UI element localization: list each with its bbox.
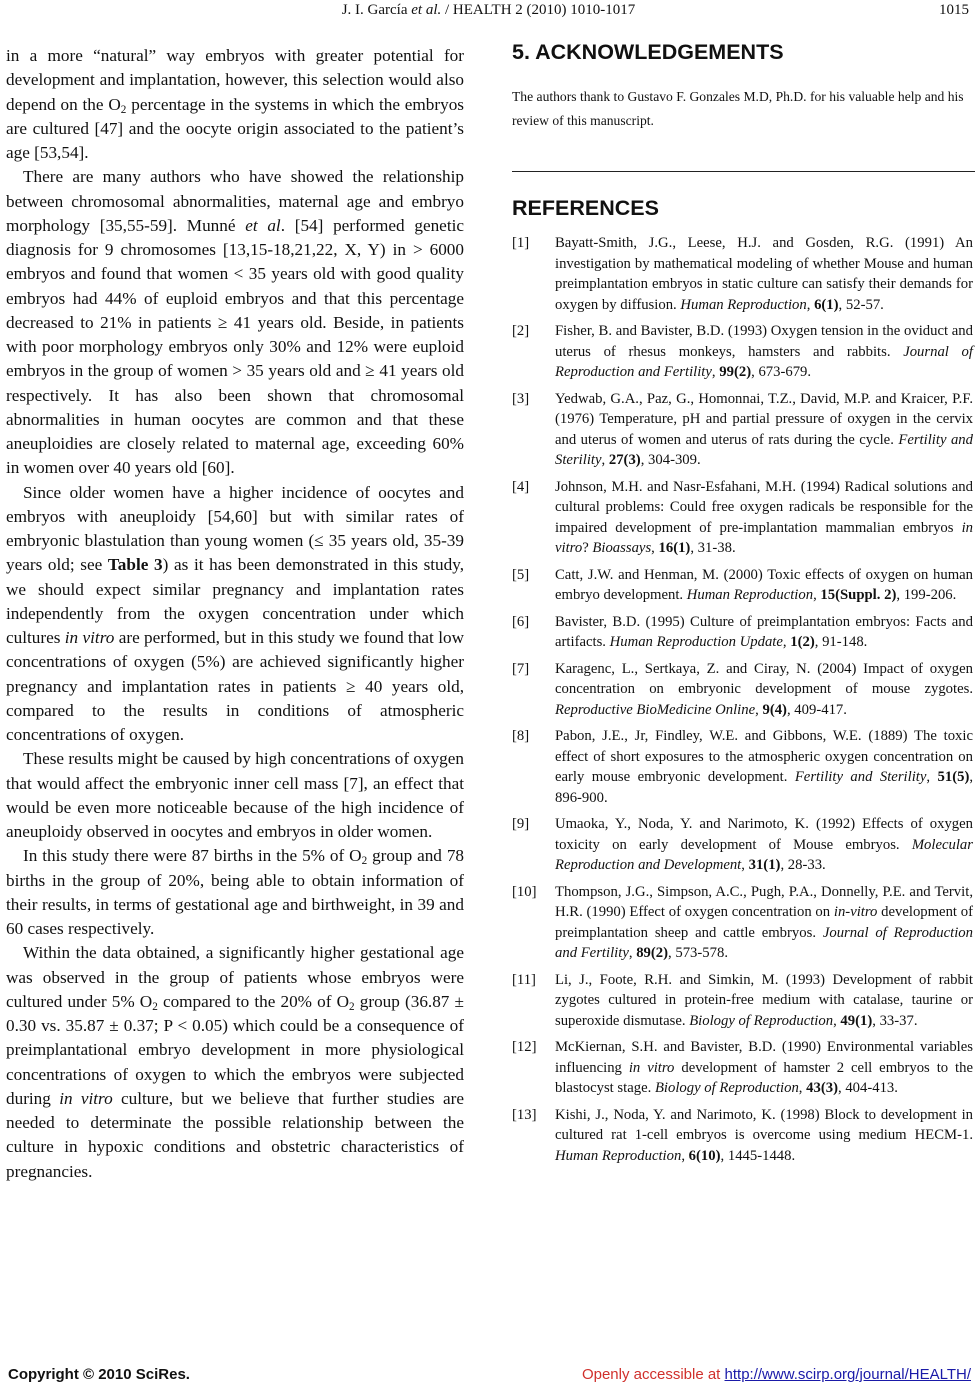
reference-text: Yedwab, G.A., Paz, G., Homonnai, T.Z., David, M.P. and Kraicer, P.F. (1976) Temperature, pH and partial pressure of oxygen in the cervix and uterus of women and uterus of rats during the cycle. Fertility and Sterility, 27(3), 304-309.	[555, 390, 973, 468]
page-number: 1015	[939, 2, 969, 18]
reference-text: McKiernan, S.H. and Bavister, B.D. (1990) Environmental variables influencing in vitro development of hamster 2 cell embryos to the blastocyst stage. Biology of Reproduction, 43(3), 404-413.	[555, 1039, 974, 1096]
body-paragraph: There are many authors who have showed the relationship between chromosomal abnormalities, maternal age and embryo morphology [35,55-59]. Munné et al. [54] performed genetic diagnosis for 9 chromosomes [13,15-18,21,22, X, Y) in > 6000 embryos and found that women < 35 years old with good quality embryos had 44% of euploid embryos and that this percentage decreased to 21% in patients ≥ 41 years old. Beside, in patients with poor morphology embryos only 30% and 12% were euploid embryos in the group of women > 35 years old and ≥ 41 years old respectively. It has also been shown that chromosomal abnormalities in human oocytes are common and that these aneuploidies are closely related to maternal age, exceeding 60% in women over 40 years old [60].	[6, 167, 464, 478]
reference-text: Bayatt-Smith, J.G., Leese, H.J. and Gosden, R.G. (1991) An investigation by mathematical modeling of whether Mouse and human preimplantation embryos in static culture can satisfy their demands for oxygen by diffusion. Human Reproduction, 6(1), 52-57.	[555, 235, 973, 313]
reference-item	[512, 389, 973, 471]
reference-list	[512, 233, 973, 1166]
body-paragraph: These results might be caused by high concentrations of oxygen that would affect the embryonic inner cell mass [7], an effect that would be even more noticeable because of the high incidence of aneuploidy observed in oocytes and embryos in older women.	[6, 749, 464, 841]
copyright-notice: Copyright © 2010 SciRes.	[8, 1366, 190, 1383]
reference-number: [1]	[512, 235, 530, 251]
section-divider	[512, 171, 975, 172]
reference-text: Pabon, J.E., Jr, Findley, W.E. and Gibbons, W.E. (1889) The toxic effect of short exposures to the atmospheric oxygen concentration on early mouse embryonic development. Fertility and Sterility, 51(5), 896-900.	[555, 728, 974, 806]
reference-text: Karagenc, L., Sertkaya, Z. and Ciray, N. (2004) Impact of oxygen concentration on embryonic development of mouse zygotes. Reproductive BioMedicine Online, 9(4), 409-417.	[555, 660, 973, 718]
left-column	[6, 44, 464, 1184]
journal-link[interactable]: http://www.scirp.org/journal/HEALTH/	[724, 1366, 971, 1383]
reference-number: [4]	[512, 478, 530, 495]
reference-item	[512, 565, 973, 606]
reference-item	[512, 814, 973, 876]
reference-item	[512, 321, 973, 383]
body-paragraph: Since older women have a higher incidence of oocytes and embryos with aneuploidy [54,60] but with similar rates of embryonic blastulation than young women (≤ 35 years old, 35-39 years old; see Table 3) as it has been demonstrated in this study, we should expect similar pregnancy and implantation rates independently from the oxygen concentration under which cultures in vitro are performed, but in this study we found that low concentrations of oxygen (5%) are achieved significantly higher pregnancy and implantation rates in patients ≥ 40 years old, compared to the results in conditions of atmospheric concentrations of oxygen.	[6, 482, 464, 744]
reference-number: [10]	[512, 883, 537, 900]
reference-item	[512, 233, 973, 315]
running-title: J. I. García et al. / HEALTH 2 (2010) 1010-1017	[341, 2, 636, 18]
reference-number: [7]	[512, 660, 530, 677]
reference-number: [9]	[512, 816, 530, 832]
body-paragraph: in a more “natural” way embryos with greater potential for development and implantation, however, this selection would also depend on the $O_2$ percentage in the systems in which the embryos are cultured [47] and the oocyte origin associated to the patient’s age [53,54].	[6, 46, 464, 162]
reference-text: Fisher, B. and Bavister, B.D. (1993) Oxygen tension in the oviduct and uterus of rhesus monkeys, hamsters and rabbits. Journal of Reproduction and Fertility, 99(2), 673-679.	[555, 323, 973, 380]
reference-number: [13]	[512, 1106, 537, 1123]
reference-text: Thompson, J.G., Simpson, A.C., Pugh, P.A., Donnelly, P.E. and Tervit, H.R. (1990) Effect of oxygen concentration on in-vitro development of preimplantation sheep and cattle embryos. Journal of Reproduction and Fertility, 89(2), 573-578.	[555, 883, 973, 961]
reference-number: [2]	[512, 323, 530, 339]
reference-text: Li, J., Foote, R.H. and Simkin, M. (1993) Development of rabbit zygotes cultured in protein-free medium with catalase, taurine or superoxide dismutase. Biology of Reproduction, 49(1), 33-37.	[555, 971, 973, 1029]
acknowledgements-heading: 5. ACKNOWLEDGEMENTS	[512, 40, 784, 64]
reference-number: [8]	[512, 728, 530, 744]
reference-number: [12]	[512, 1039, 537, 1055]
acknowledgements-text: The authors thank to Gustavo F. Gonzales M.D, Ph.D. for his valuable help and his review of this manuscript.	[512, 89, 964, 128]
reference-text: Catt, J.W. and Henman, M. (2000) Toxic effects of oxygen on human embryo development. Human Reproduction, 15(Suppl. 2), 199-206.	[555, 566, 973, 603]
reference-text: Umaoka, Y., Noda, Y. and Narimoto, K. (1992) Effects of oxygen toxicity on early development of Mouse embryos. Molecular Reproduction and Development, 31(1), 28-33.	[555, 816, 973, 873]
body-paragraph: Within the data obtained, a significantly higher gestational age was observed in the group of patients whose embryos were cultured under 5% $O_2$ compared to the 20% of $O_2$ group (36.87 ± 0.30 vs. 35.87 ± 0.37; P < 0.05) which could be a consequence of preimplantational embryo development in more physiological concentrations of oxygen to which the embryos were subjected during in vitro culture, but we believe that further studies are needed to determinate the possible relationship between the culture in hypoxic conditions and obstetric characteristics of pregnancies.	[6, 943, 465, 1181]
reference-text: Kishi, J., Noda, Y. and Narimoto, K. (1998) Block to development in cultured rat 1-cell embryos is overcome using medium HECM-1. Human Reproduction, 6(10), 1445-1448.	[555, 1106, 973, 1164]
reference-item	[512, 659, 973, 721]
reference-number: [6]	[512, 613, 530, 630]
reference-item	[512, 1037, 973, 1099]
running-head	[0, 2, 977, 22]
reference-number: [5]	[512, 566, 530, 583]
reference-text: Bavister, B.D. (1995) Culture of preimplantation embryos: Facts and artifacts. Human Reproduction Update, 1(2), 91-148.	[555, 613, 973, 650]
references-section	[512, 196, 973, 1172]
reference-item	[512, 882, 973, 964]
references-heading: REFERENCES	[512, 196, 659, 220]
acknowledgements-section	[512, 40, 973, 133]
reference-item	[512, 1105, 973, 1167]
body-paragraph: In this study there were 87 births in the 5% of $O_2$ group and 78 births in the group of 20%, being able to obtain information of their results, in terms of gestational age and birthweight, in 39 and 60 cases respectively.	[6, 846, 465, 938]
open-access-label: Openly accessible at	[581, 1366, 725, 1383]
open-access-notice	[582, 1366, 971, 1383]
reference-item	[512, 612, 973, 653]
reference-number: [11]	[512, 971, 536, 988]
reference-text: Johnson, M.H. and Nasr-Esfahani, M.H. (1994) Radical solutions and cultural problems: Could free oxygen radicals be responsible for the impaired development of pre-implantation mammalian embryos in vitro? Bioassays, 16(1), 31-38.	[555, 478, 973, 556]
reference-item	[512, 970, 973, 1032]
reference-item	[512, 726, 973, 808]
reference-number: [3]	[512, 390, 530, 407]
reference-item	[512, 477, 973, 559]
